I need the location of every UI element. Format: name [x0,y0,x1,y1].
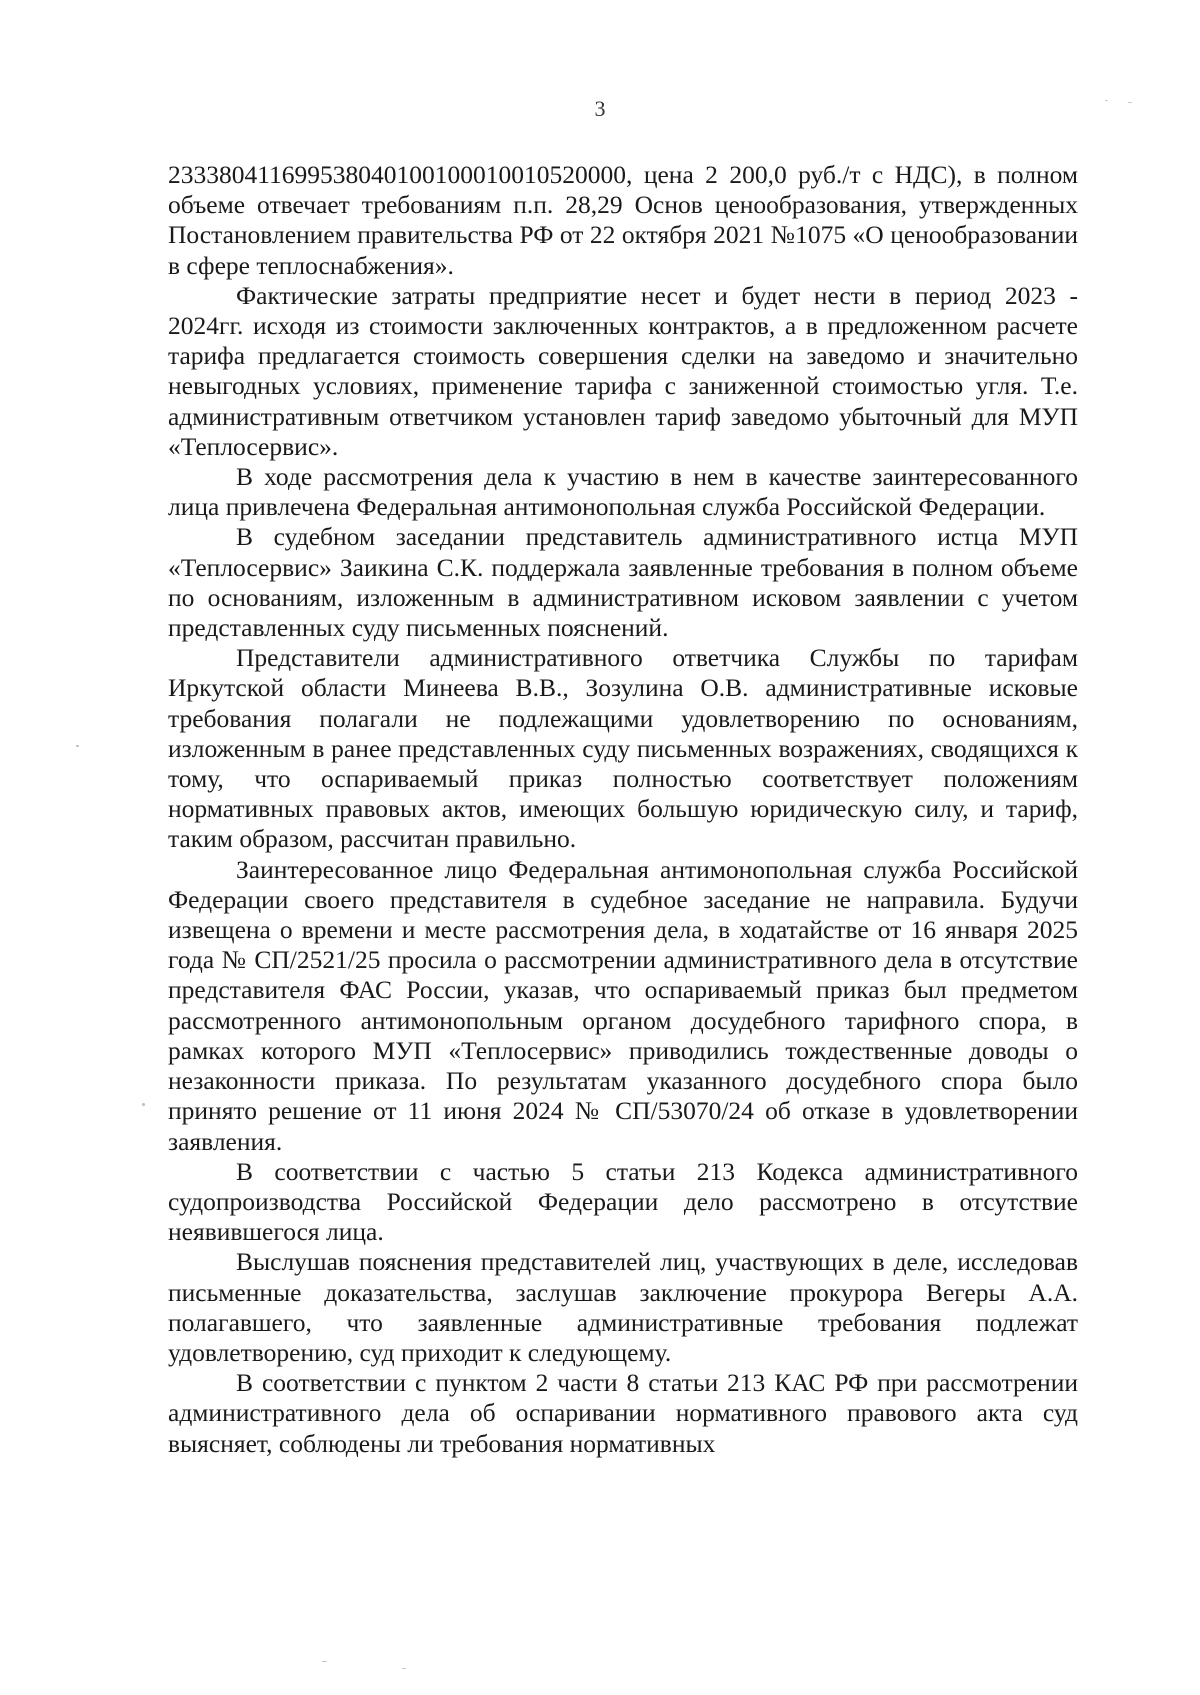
scan-speck [76,745,79,747]
paragraph-5: Представители административного ответчика Службы по тарифам Иркутской области Минеева В.В., Зозулина О.В. административные исковые требования полагали не подлежащими удовлетворению по основаниям, изложенным в ранее представленных суду письменных возражениях, сводящихся к тому, что оспариваемый приказ полностью соответствует положениям нормативных правовых актов, имеющих большую юридическую силу, и тариф, таким образом, рассчитан правильно. [168,643,1078,854]
scan-speck [402,1668,406,1669]
paragraph-2: Фактические затраты предприятие несет и будет нести в период 2023 - 2024гг. исходя из стоимости заключенных контрактов, а в предложенном расчете тарифа предлагается стоимость совершения сделки на заведомо и значительно невыгодных условиях, применение тарифа с заниженной стоимостью угля. Т.е. административным ответчиком установлен тариф заведомо убыточный для МУП «Теплосервис». [168,280,1078,461]
paragraph-1: 23338041169953804010010001001052000​0, цена 2 200,0 руб./т с НДС), в полном объеме отвечает требованиям п.п. 28,29 Основ ценообразования, утвержденных Постановлением правительства РФ от 22 октября 2021 №1075 «О ценообразовании в сфере теплоснабжения». [168,160,1078,280]
paragraph-6: Заинтересованное лицо Федеральная антимонопольная служба Российской Федерации своего представителя в судебное заседание не направила. Будучи извещена о времени и месте рассмотрения дела, в ходатайстве от 16 января 2025 года № СП/2521/25 просила о рассмотрении административного дела в отсутствие представителя ФАС России, указав, что оспариваемый приказ был предметом рассмотренного антимонопольным органом досудебного тарифного спора, в рамках которого МУП «Теплосервис» приводились тождественные доводы о незаконности приказа. По результатам указанного досудебного спора было принято решение от 11 июня 2024 № СП/53070/24 об отказе в удовлетворении заявления. [168,854,1078,1156]
scan-speck [322,1661,327,1662]
page-number: 3 [594,96,606,121]
paragraph-4: В судебном заседании представитель административного истца МУП «Теплосервис» Заикина С.К. поддержала заявленные требования в полном объеме по основаниям, изложенным в административном исковом заявлении с учетом представленных суду письменных пояснений. [168,522,1078,643]
document-body [168,160,1078,1459]
paragraph-3: В ходе рассмотрения дела к участию в нем в качестве заинтересованного лица привлечена Федеральная антимонопольная служба Российской Федерации. [168,462,1078,522]
paragraph-7: В соответствии с частью 5 статьи 213 Кодекса административного судопроизводства Российской Федерации дело рассмотрено в отсутствие неявившегося лица. [168,1156,1078,1247]
scan-speck [1105,100,1108,101]
paragraph-8: Выслушав пояснения представителей лиц, участвующих в деле, исследовав письменные доказательства, заслушав заключение прокурора Вегеры А.А. полагавшего, что заявленные административные требования подлежат удовлетворению, суд приходит к следующему. [168,1247,1078,1367]
scan-speck [142,1103,145,1106]
scan-speck [1128,102,1132,103]
paragraph-9: В соответствии с пунктом 2 части 8 статьи 213 КАС РФ при рассмотрении административного дела об оспаривании нормативного правового акта суд выясняет, соблюдены ли требования нормативных [168,1368,1078,1458]
